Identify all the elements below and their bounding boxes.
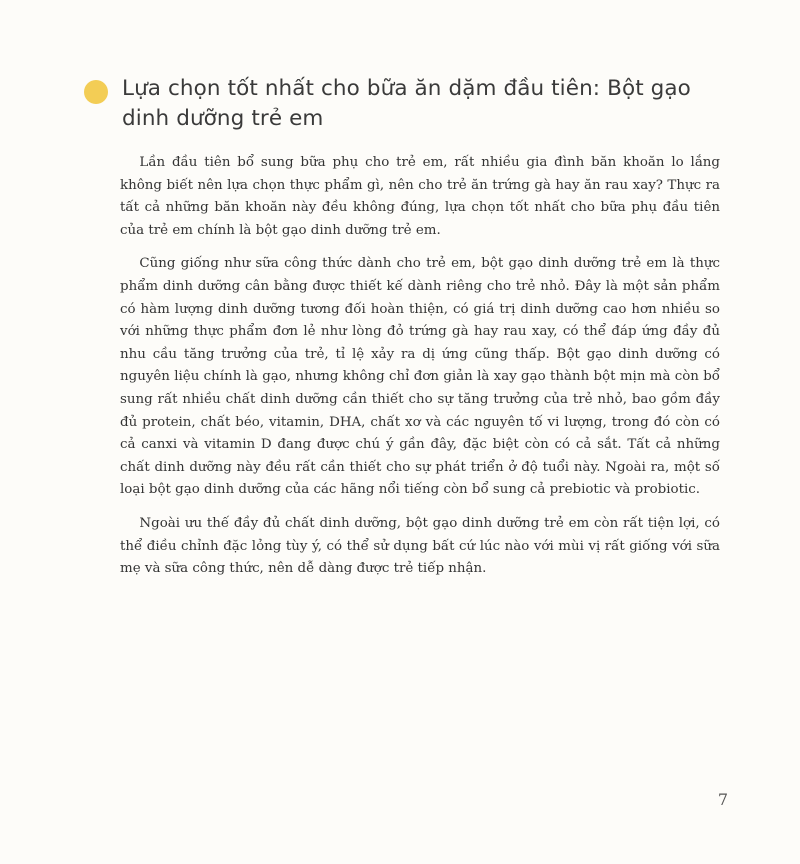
body-text [120, 152, 720, 592]
paragraph: Cũng giống như sữa công thức dành cho trẻ em, bột gạo dinh dưỡng trẻ em là thực phẩm dinh dưỡng cân bằng được thiết kế dành riêng cho trẻ nhỏ. Đây là một sản phẩm có hàm lượng dinh dưỡng tương đối hoàn thiện, có giá trị dinh dưỡng cao hơn nhiều so với những thực phẩm đơn lẻ như lòng đỏ trứng gà hay rau xay, có thể đáp ứng đầy đủ nhu cầu tăng trưởng của trẻ, tỉ lệ xảy ra dị ứng cũng thấp. Bột gạo dinh dưỡng có nguyên liệu chính là gạo, nhưng không chỉ đơn giản là xay gạo thành bột mịn mà còn bổ sung rất nhiều chất dinh dưỡng cần thiết cho sự tăng trưởng của trẻ nhỏ, bao gồm đầy đủ protein, chất béo, vitamin, DHA, chất xơ và các nguyên tố vi lượng, trong đó còn có cả canxi và vitamin D đang được chú ý gần đây, đặc biệt còn có cả sắt. Tất cả những chất dinh dưỡng này đều rất cần thiết cho sự phát triển ở độ tuổi này. Ngoài ra, một số loại bột gạo dinh dưỡng của các hãng nổi tiếng còn bổ sung cả prebiotic và probiotic. [120, 256, 720, 498]
page-number: 7 [717, 790, 728, 809]
paragraph: Lần đầu tiên bổ sung bữa phụ cho trẻ em, rất nhiều gia đình băn khoăn lo lắng không biết nên lựa chọn thực phẩm gì, nên cho trẻ ăn trứng gà hay ăn rau xay? Thực ra tất cả những băn khoăn này đều không đúng, lựa chọn tốt nhất cho bữa phụ đầu tiên của trẻ em chính là bột gạo dinh dưỡng trẻ em. [120, 155, 720, 238]
section-title: Lựa chọn tốt nhất cho bữa ăn dặm đầu tiên: Bột gạo dinh dưỡng trẻ em [122, 76, 691, 131]
paragraph: Ngoài ưu thế đầy đủ chất dinh dưỡng, bột gạo dinh dưỡng trẻ em còn rất tiện lợi, có thể điều chỉnh đặc lỏng tùy ý, có thể sử dụng bất cứ lúc nào với mùi vị rất giống với sữa mẹ và sữa công thức, nên dễ dàng được trẻ tiếp nhận. [120, 515, 720, 577]
section-heading [84, 74, 724, 134]
yellow-dot-bullet-icon [84, 80, 108, 104]
